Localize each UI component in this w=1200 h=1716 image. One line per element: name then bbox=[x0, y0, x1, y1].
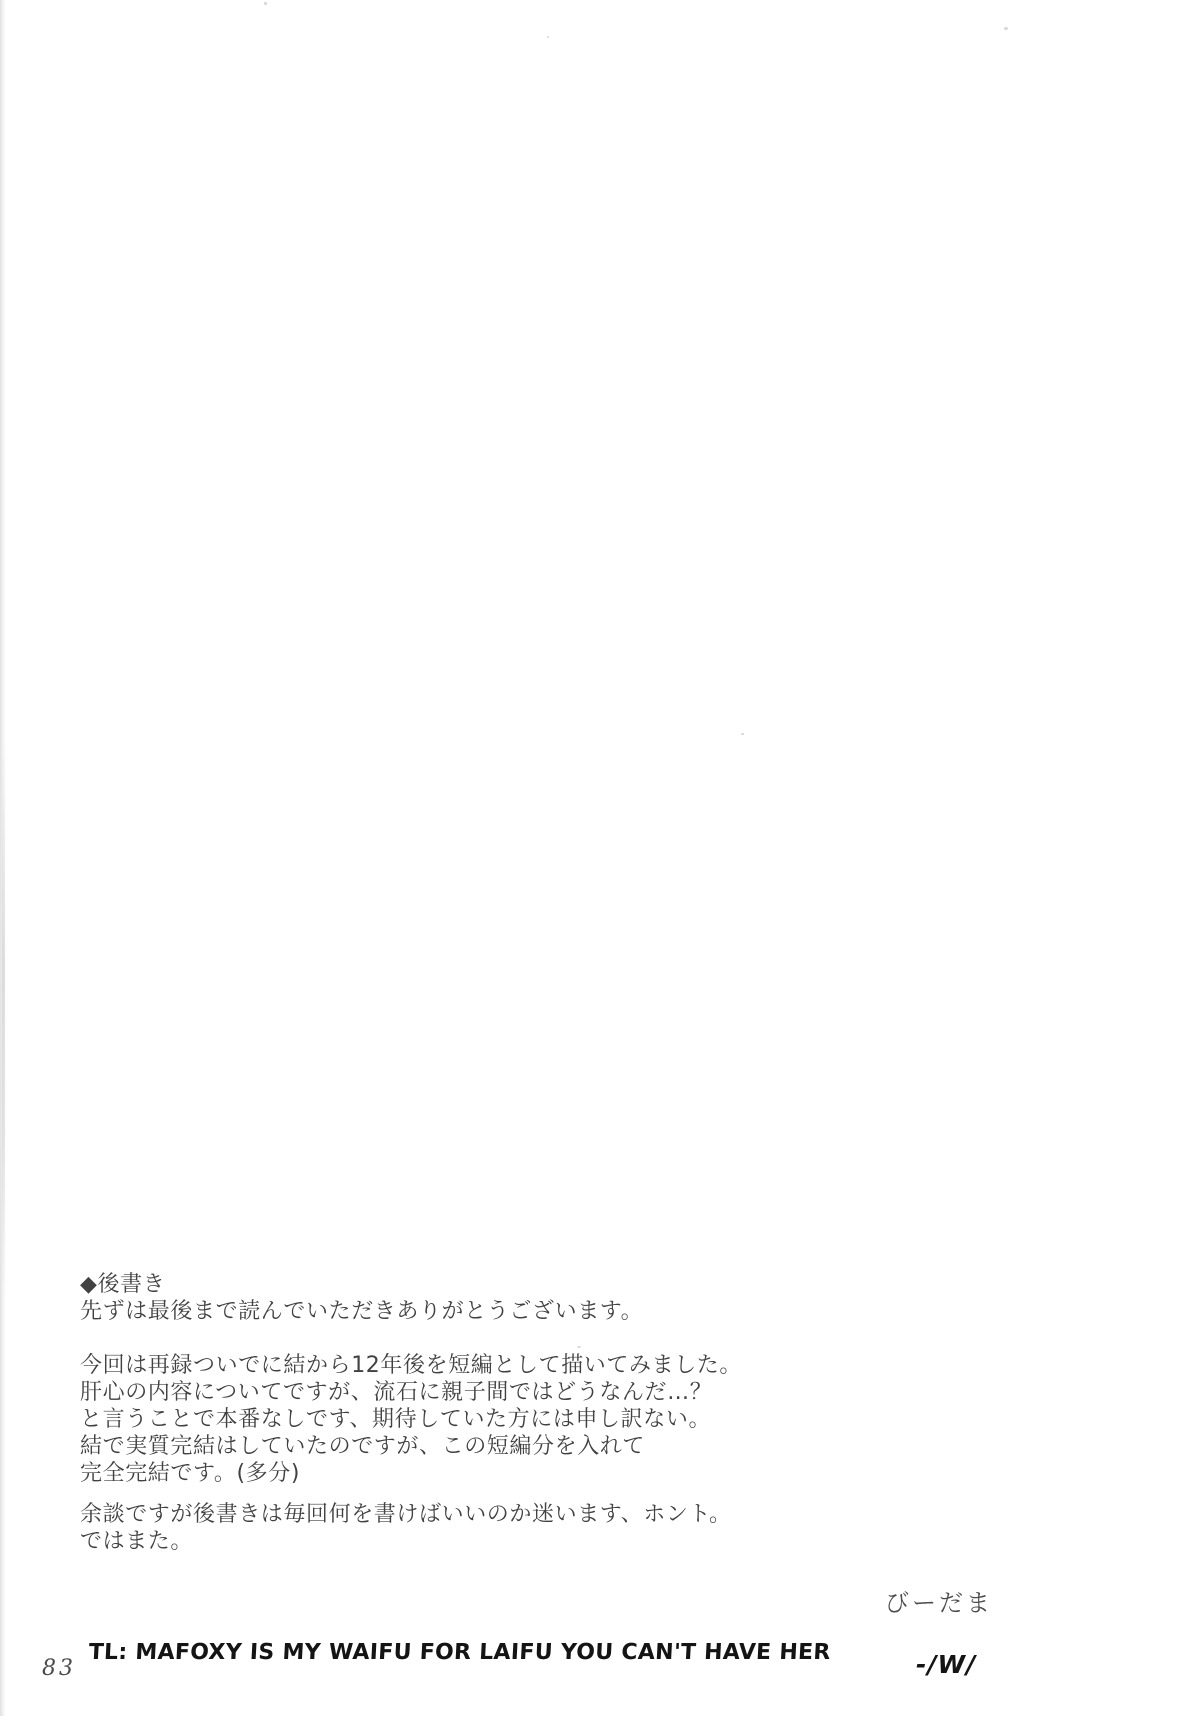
afterword-line: と言うことで本番なしです、期待していた方には申し訳ない。 bbox=[80, 1407, 712, 1432]
afterword-paragraph-1 bbox=[80, 1271, 643, 1325]
afterword-line: 今回は再録ついでに結から12年後を短編として描いてみました。 bbox=[80, 1353, 742, 1378]
scan-speck bbox=[1004, 27, 1008, 30]
afterword-line: 完全完結です。(多分) bbox=[80, 1461, 301, 1486]
scan-speck bbox=[741, 733, 744, 735]
afterword-line: 余談ですが後書きは毎回何を書けばいいのか迷います、ホント。 bbox=[80, 1502, 732, 1527]
translator-credit: -/W/ bbox=[916, 1650, 977, 1679]
afterword-line: 結で実質完結はしていたのですが、この短編分を入れて bbox=[80, 1434, 646, 1459]
afterword-line: 先ずは最後まで読んでいただきありがとうございます。 bbox=[80, 1299, 644, 1324]
afterword-heading: ◆後書き bbox=[80, 1272, 166, 1297]
afterword-paragraph-2 bbox=[80, 1352, 742, 1487]
page-number: 83 bbox=[42, 1656, 76, 1681]
translator-note: TL: MAFOXY IS MY WAIFU FOR LAIFU YOU CAN'T HAVE HER bbox=[88, 1640, 832, 1665]
scanner-streak bbox=[2, 740, 5, 1300]
afterword-line: 肝心の内容についてですが、流石に親子間ではどうなんだ…？ bbox=[80, 1380, 713, 1405]
author-signature: びーだま bbox=[885, 1589, 993, 1617]
afterword-paragraph-3 bbox=[80, 1501, 732, 1555]
scan-speck bbox=[264, 2, 267, 5]
scan-speck bbox=[547, 36, 549, 38]
afterword-line: ではまた。 bbox=[80, 1529, 194, 1554]
scan-speck bbox=[577, 1346, 581, 1348]
